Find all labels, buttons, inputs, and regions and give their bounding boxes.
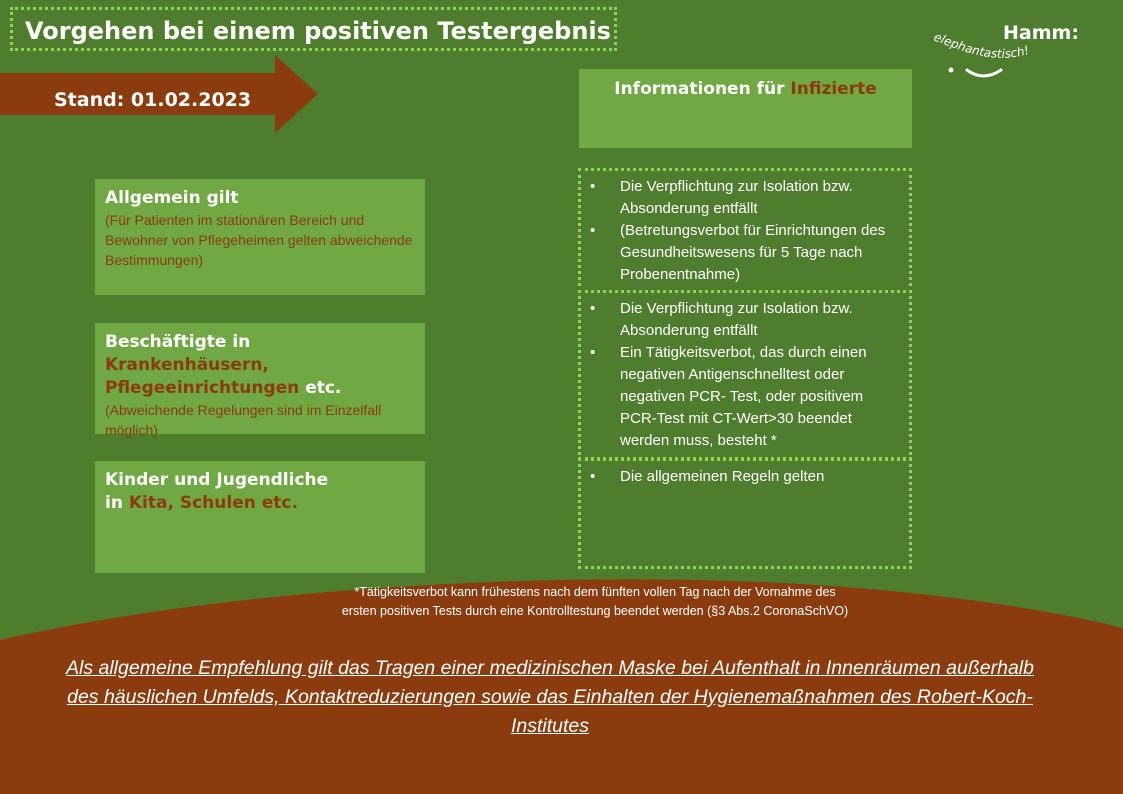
page-title: Vorgehen bei einem positiven Testergebnis — [25, 17, 611, 45]
recommendation-text: Als allgemeine Empfehlung gilt das Tragen einer medizinischen Maske bei Aufenthalt in Innenräumen außerhalb des häuslichen Umfelds, Kontaktreduzierungen sowie das Einhalten der Hygienemaßnahmen des Robert-Koch-Institutes — [66, 657, 1034, 737]
stand-date: Stand: 01.02.2023 — [54, 89, 252, 111]
rules-list-kinder — [590, 466, 900, 488]
group-title: Allgemein gilt — [105, 188, 239, 208]
rules-list-allgemein — [590, 176, 900, 286]
group-title-line: Kinder und Jugendliche — [105, 470, 329, 490]
group-note: (Abweichende Regelungen sind im Einzelfall möglich) — [105, 402, 382, 438]
city-name: Hamm: — [1003, 22, 1079, 44]
list-item: • Die Verpflichtung zur Isolation bzw. Absonderung entfällt — [590, 176, 900, 220]
group-title-highlight: Kita, Schulen etc. — [128, 493, 298, 513]
list-item: • Ein Tätigkeitsverbot, das durch einen negativen Antigenschnelltest oder negativen PCR- Test, oder positivem PCR-Test mit CT-Wert>30 beendet werden muss, besteht * — [590, 342, 900, 452]
info-header-prefix: Informationen für — [614, 79, 785, 99]
group-title-suffix: etc. — [305, 378, 342, 398]
group-title-prefix: in — [105, 493, 123, 513]
info-header-title — [579, 79, 912, 99]
group-card-kinder — [95, 461, 425, 573]
group-note: (Für Patienten im stationären Bereich und Bewohner von Pflegeheimen gelten abweichende Bestimmungen) — [105, 212, 413, 268]
group-title-highlight: Pflegeeinrichtungen — [105, 378, 300, 398]
footnote: *Tätigkeitsverbot kann frühestens nach dem fünften vollen Tag nach der Vornahme des ersten positiven Tests durch eine Kontrolltestung beendet werden (§3 Abs.2 CoronaSchVO) — [341, 585, 849, 618]
info-header-box — [579, 69, 912, 148]
group-card-beschaeftigte — [95, 323, 425, 438]
list-item: • Die Verpflichtung zur Isolation bzw. Absonderung entfällt — [590, 298, 900, 342]
group-title — [105, 331, 415, 400]
group-title — [105, 469, 415, 515]
rules-list-beschaeftigte — [590, 298, 900, 452]
title-box — [10, 7, 617, 51]
group-card-allgemein — [95, 179, 425, 295]
info-header-highlight: Infizierte — [790, 79, 877, 99]
group-title-prefix: Beschäftigte in — [105, 332, 251, 352]
list-item: • Die allgemeinen Regeln gelten — [590, 466, 900, 488]
list-item: • (Betretungsverbot für Einrichtungen des Gesundheitswesens für 5 Tage nach Probenentnahme) — [590, 220, 900, 286]
group-title-highlight: Krankenhäusern, — [105, 355, 269, 375]
logo-text: elephantastisch! — [931, 29, 1031, 61]
